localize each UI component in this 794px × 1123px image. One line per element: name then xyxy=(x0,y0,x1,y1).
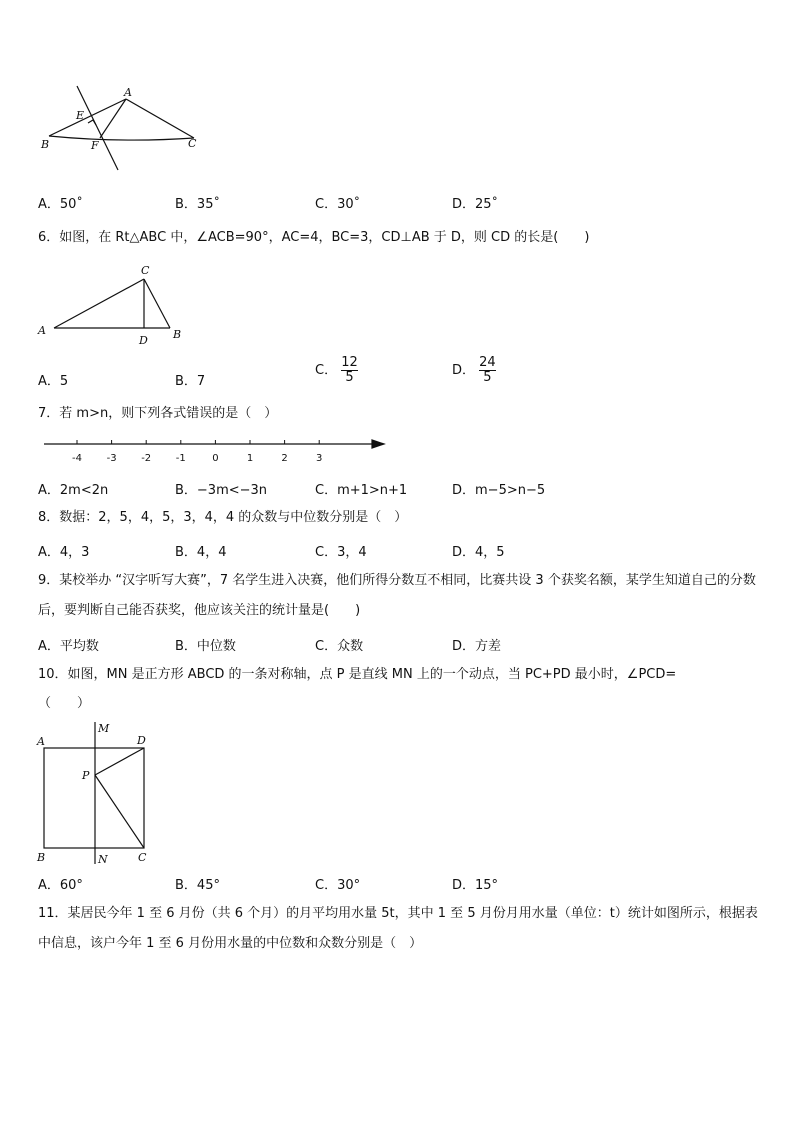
q6-option-d[interactable] xyxy=(452,356,496,385)
q9-option-b[interactable]: B．中位数 xyxy=(175,639,236,654)
q9-stem: 9．某校举办 “汉字听写大赛”，7 名学生进入决赛，他们所得分数互不相同，比赛共设 3 个获奖名额，某学生知道自己的分数后，要判断自己能否获奖，他应该关注的统计量是( ) xyxy=(38,573,756,618)
q5-option-a[interactable]: A．50˚ xyxy=(38,197,83,212)
q8-option-d[interactable]: D．4，5 xyxy=(452,545,505,560)
q7-tick-label: -1 xyxy=(175,453,186,464)
q10-stem: 10．如图，MN 是正方形 ABCD 的一条对称轴，点 P 是直线 MN 上的一个动点，当 PC+PD 最小时，∠PCD= xyxy=(38,667,677,682)
q6-option-d-denominator: 5 xyxy=(483,370,492,385)
q6-option-c-fraction xyxy=(341,356,358,385)
q5-label-e: E xyxy=(76,109,85,122)
q6-label-c: C xyxy=(141,264,150,277)
q6-option-c-prefix: C． xyxy=(315,363,338,378)
q10-figure xyxy=(34,718,164,868)
q6-label-a: A xyxy=(38,324,46,337)
q5-label-f: F xyxy=(91,139,99,152)
q8-option-c[interactable]: C．3，4 xyxy=(315,545,367,560)
q7-stem: 7．若 m>n，则下列各式错误的是（ ） xyxy=(38,406,278,421)
q5-label-a: A xyxy=(124,86,132,99)
q10-option-d[interactable]: D．15° xyxy=(452,878,499,893)
q10-label-d: D xyxy=(137,734,146,747)
q6-option-c[interactable] xyxy=(315,356,358,385)
q6-option-c-denominator: 5 xyxy=(345,370,354,385)
q5-label-b: B xyxy=(41,138,50,151)
q9-option-c[interactable]: C．众数 xyxy=(315,639,364,654)
q5-label-c: C xyxy=(188,137,197,150)
q6-option-d-prefix: D． xyxy=(452,363,476,378)
q11-stem: 11．某居民今年 1 至 6 月份（共 6 个月）的月平均用水量 5t，其中 1 至 5 月份月用水量（单位：t）统计如图所示，根据表中信息，该户今年 1 至 6 月份用水量的中位数和众数分别是（ ） xyxy=(38,906,758,951)
q10-label-m: M xyxy=(98,722,110,735)
q10-label-a: A xyxy=(37,735,45,748)
q10-label-b: B xyxy=(37,851,46,864)
q10-label-c: C xyxy=(138,851,147,864)
q10-stem-paren: （ ） xyxy=(38,696,91,711)
q6-figure xyxy=(36,262,196,348)
q10-label-p: P xyxy=(82,769,90,782)
q9-option-a[interactable]: A．平均数 xyxy=(38,639,99,654)
q7-option-b[interactable]: B．−3m<−3n xyxy=(175,483,268,498)
q7-tick-label: -4 xyxy=(72,453,82,464)
q10-option-b[interactable]: B．45° xyxy=(175,878,220,893)
q10-option-a[interactable]: A．60° xyxy=(38,878,83,893)
q6-label-b: B xyxy=(173,328,182,341)
q5-option-b[interactable]: B．35˚ xyxy=(175,197,220,212)
q7-tick-label: 3 xyxy=(316,453,323,464)
q7-tick-label: 1 xyxy=(246,453,254,464)
q5-option-c[interactable]: C．30˚ xyxy=(315,197,361,212)
q7-option-a[interactable]: A．2m<2n xyxy=(38,483,109,498)
q7-number-line xyxy=(36,434,390,468)
q5-figure xyxy=(36,86,216,178)
q6-stem: 6．如图，在 Rt△ABC 中，∠ACB=90°，AC=4，BC=3，CD⊥AB 于 D，则 CD 的长是( ) xyxy=(38,230,590,245)
q6-option-a[interactable]: A．5 xyxy=(38,374,69,389)
q8-option-a[interactable]: A．4，3 xyxy=(38,545,90,560)
q5-option-d[interactable]: D．25˚ xyxy=(452,197,499,212)
q7-tick-label: 2 xyxy=(281,453,288,464)
q6-option-d-numerator: 24 xyxy=(479,355,496,370)
q8-option-b[interactable]: B．4，4 xyxy=(175,545,227,560)
q10-option-c[interactable]: C．30° xyxy=(315,878,361,893)
q7-option-d[interactable]: D．m−5>n−5 xyxy=(452,483,546,498)
q9-option-d[interactable]: D．方差 xyxy=(452,639,502,654)
q7-tick-label: -2 xyxy=(141,453,152,464)
q8-stem: 8．数据：2，5，4，5，3，4，4 的众数与中位数分别是（ ） xyxy=(38,510,408,525)
q6-option-c-numerator: 12 xyxy=(341,355,358,370)
q7-tick-label: -3 xyxy=(106,453,117,464)
q6-option-d-fraction xyxy=(479,356,496,385)
q6-label-d: D xyxy=(139,334,148,347)
q10-label-n: N xyxy=(98,853,108,866)
q7-tick-label: 0 xyxy=(212,453,219,464)
q6-option-b[interactable]: B．7 xyxy=(175,374,206,389)
q7-option-c[interactable]: C．m+1>n+1 xyxy=(315,483,408,498)
